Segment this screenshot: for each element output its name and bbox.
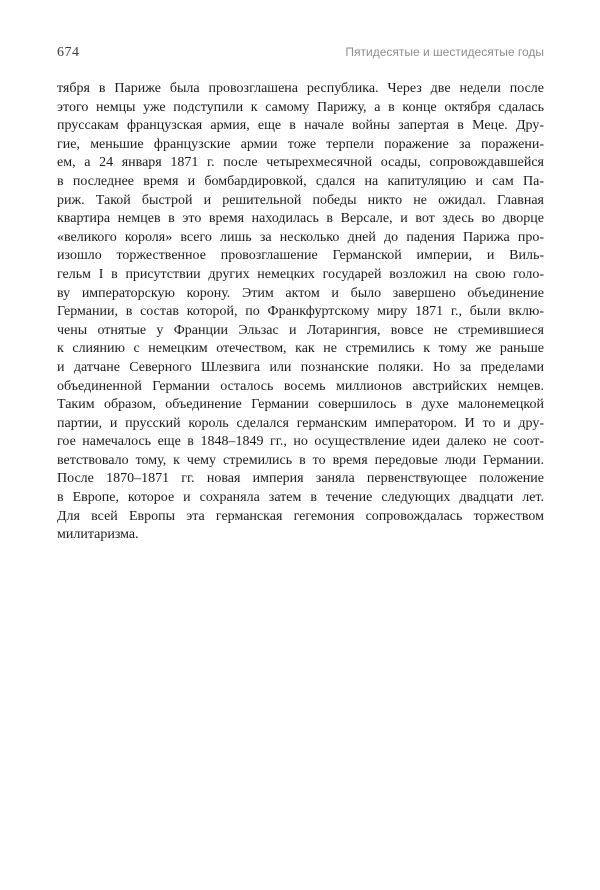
text-line: изошло торжественное провозглашение Германской империи, и Виль- [57,248,544,264]
text-line: После 1870–1871 гг. новая империя заняла первенствующее положение [57,471,544,487]
text-line: в последнее время и бомбардировкой, сдался на капитуляцию и сам Па- [57,173,544,189]
text-line: гое намечалось еще в 1848–1849 гг., но осуществление идеи далеко не соот- [57,434,544,450]
text-line: гельм I в присутствии других немецких государей возложил на свою голо- [57,266,544,282]
text-line: в Европе, которое и сохраняла затем в течение следующих двадцати лет. [57,490,544,506]
running-head: Пятидесятые и шестидесятые годы [345,45,544,59]
text-line: ветствовало тому, к чему стремились в то время передовые люди Германии. [57,452,544,468]
text-line: квартира немцев в это время находилась в Версале, и вот здесь во дворце [57,211,544,227]
text-line: Германии, в состав которой, по Франкфуртскому миру 1871 г., были вклю- [57,304,544,320]
text-line: и датчане Северного Шлезвига или познанские поляки. Но за пределами [57,359,544,375]
text-line: объединенной Германии осталось восемь миллионов австрийских немцев. [57,378,544,394]
text-line: милитаризма. [57,527,139,543]
text-line: риж. Такой быстрой и решительной победы никто не ожидал. Главная [57,192,544,208]
text-line: ем, а 24 января 1871 г. после четырехмесячной осады, сопровождавшейся [57,155,544,171]
text-line: гие, меньшие французские армии тоже терпели поражение за поражени- [57,136,544,152]
page-header [57,45,544,61]
text-line: этого немцы уже подступили к самому Парижу, а в конце октября сдалась [57,99,544,115]
text-line: к слиянию с немецким отечеством, как не стремились к тому же раньше [57,341,544,357]
text-line: Таким образом, объединение Германии совершилось в духе малонемецкой [57,397,544,413]
text-line: чены отнятые у Франции Эльзас и Лотарингия, вовсе не стремившиеся [57,322,544,338]
text-line: пруссакам французская армия, еще в начале войны запертая в Меце. Дру- [57,118,544,134]
body-text [57,80,544,545]
text-line: тября в Париже была провозглашена республика. Через две недели после [57,81,544,96]
text-line: ву императорскую корону. Этим актом и было завершено объединение [57,285,544,301]
text-line: «великого короля» всего лишь за несколько дней до падения Парижа про- [57,229,544,245]
page-number: 674 [57,45,80,60]
text-line: Для всей Европы эта германская гегемония сопровождалась торжеством [57,508,544,524]
text-line: партии, и прусский король сделался германским императором. И то и дру- [57,415,544,431]
